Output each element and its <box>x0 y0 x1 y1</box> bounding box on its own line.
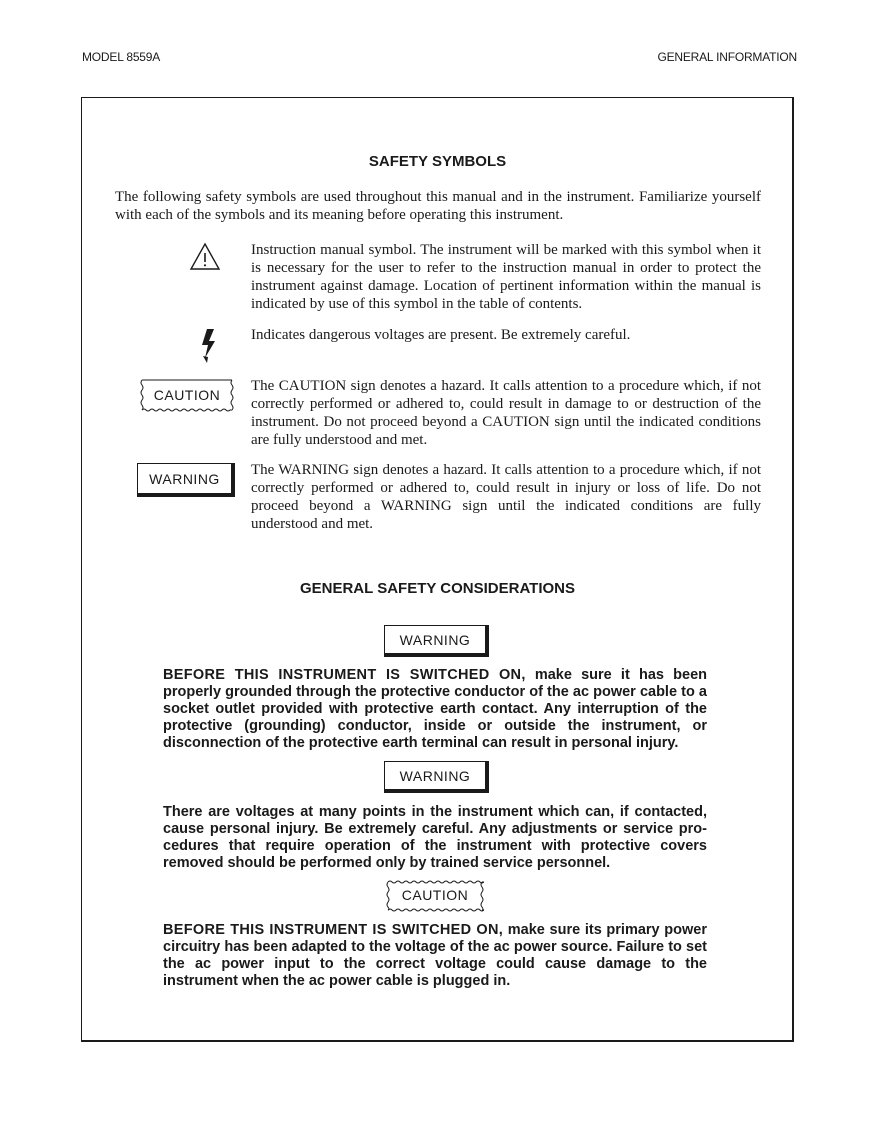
caution-sign <box>140 378 234 412</box>
warning-sign-1-label: WARNING <box>399 632 471 648</box>
safety-symbols-intro: The following safety symbols are used throughout this manual and in the instrument. Familiarize yourself with each of the symbols and its meaning before operating this instrument. <box>115 189 761 223</box>
grounding-warning-lead: BEFORE THIS INSTRUMENT IS SWITCHED ON, <box>163 667 526 683</box>
power-caution-lead: BEFORE THIS INSTRUMENT IS SWITCHED ON, <box>163 922 504 938</box>
warning-sign-label: WARNING <box>149 471 220 487</box>
running-head-section: GENERAL INFORMATION <box>657 50 797 64</box>
grounding-warning-text <box>163 667 707 752</box>
power-caution-text <box>163 922 707 990</box>
voltage-warning-text: There are voltages at many points in the instrument which can, if contacted, cause personal injury. Be extremely careful. Any adjustments or service pro-cedures that require operation of the instrument with protective covers removed should be performed only by trained service personnel. <box>163 804 707 871</box>
warning-sign-description: The WARNING sign denotes a hazard. It calls attention to a procedure which, if not correctly performed or adhered to, could result in injury or loss of life. Do not proceed beyond a WARNING sign until the indicated conditions are fully understood and met. <box>251 462 761 532</box>
dangerous-voltage-bolt-icon <box>198 328 220 364</box>
grounding-warning-body: make sure it has been properly grounded through the protective conductor of the ac power cable to a socket outlet provided with protective earth contact. Any interruption of the protective (grounding) conductor, inside or outside the instrument, or disconnection of the protective earth terminal can result in personal injury. <box>163 667 707 751</box>
triangle-symbol-description: Instruction manual symbol. The instrument will be marked with this symbol when it is necessary for the user to refer to the instruction manual in order to protect the instrument against damage. Location of pertinent information within the manual is indicated by use of this symbol in the table of contents. <box>251 242 761 312</box>
general-safety-title: GENERAL SAFETY CONSIDERATIONS <box>299 580 576 597</box>
warning-sign <box>137 463 235 497</box>
running-head-model: MODEL 8559A <box>82 50 161 64</box>
caution-sign-3 <box>386 879 484 913</box>
instruction-manual-triangle-icon <box>189 242 221 272</box>
power-caution-body: make sure its primary power circuitry has been adapted to the voltage of the ac power source. Failure to set the ac power input to the correct voltage could cause damage to the instrument when the ac power cable is plugged in. <box>163 922 707 989</box>
caution-sign-3-label: CAUTION <box>401 887 469 903</box>
warning-sign-2-label: WARNING <box>399 768 471 784</box>
bolt-symbol-description: Indicates dangerous voltages are present. Be extremely careful. <box>251 327 631 343</box>
safety-symbols-title: SAFETY SYMBOLS <box>368 153 507 170</box>
caution-sign-label: CAUTION <box>153 387 221 403</box>
warning-sign-2 <box>384 761 489 793</box>
warning-sign-1 <box>384 625 489 657</box>
caution-sign-description: The CAUTION sign denotes a hazard. It calls attention to a procedure which, if not correctly performed or adhered to, could result in damage to or destruction of the instrument. Do not proceed beyond a CAUTION sign until the indicated conditions are fully understood and met. <box>251 378 761 448</box>
